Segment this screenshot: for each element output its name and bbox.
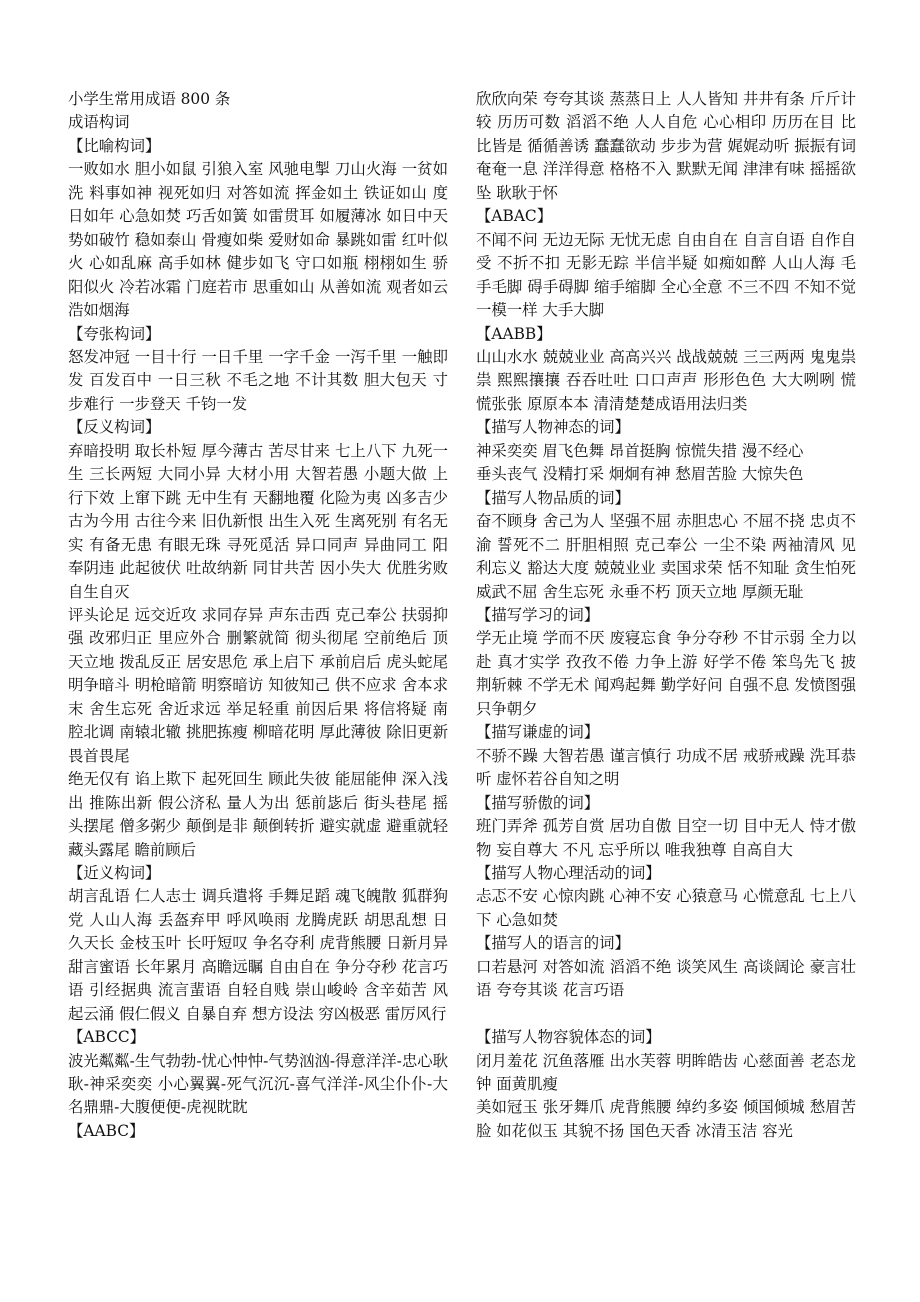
right-section-heading: 【描写谦虚的词】 <box>476 723 600 742</box>
right-paragraph: 班门弄斧 孤芳自赏 居功自傲 目空一切 目中无人 恃才傲物 妄自尊大 不凡 忘乎所以 唯我独尊 自高自大 <box>476 817 856 859</box>
right-paragraph: 神采奕奕 眉飞色舞 昂首挺胸 惊慌失措 漫不经心 <box>476 441 804 460</box>
right-paragraph: 口若悬河 对答如流 滔滔不绝 谈笑风生 高谈阔论 豪言壮语 夸夸其谈 花言巧语 <box>476 957 856 1000</box>
left-paragraph: 小学生常用成语 800 条 <box>68 90 231 108</box>
left-section-heading: 【夸张构词】 <box>68 324 161 343</box>
right-paragraph: 美如冠玉 张牙舞爪 虎背熊腰 绰约多姿 倾国倾城 愁眉苦脸 如花似玉 其貌不扬 国色天香 冰清玉洁 容光 <box>476 1098 856 1140</box>
left-paragraph: 怒发冲冠 一目十行 一日千里 一字千金 一泻千里 一触即发 百发百中 一日三秋 不毛之地 不计其数 胆大包天 寸步难行 一步登天 千钧一发 <box>68 347 448 413</box>
right-section-heading: 【描写人的语言的词】 <box>476 934 630 953</box>
left-paragraph: 胡言乱语 仁人志士 调兵遣将 手舞足蹈 魂飞魄散 狐群狗党 人山人海 丢盔弃甲 呼风唤雨 龙腾虎跃 胡思乱想 日久天长 金枝玉叶 长吁短叹 争名夺利 虎背熊腰 日新月异 甜言蜜语 长年累月 高瞻远瞩 自由自在 争分夺秒 花言巧语 引经据典 流言蜚语 自轻自贱 崇山峻岭 含辛茹苦 风起云涌 假仁假义 自暴自弃 想方设法 穷凶极恶 雷厉风行 <box>68 887 448 1023</box>
right-paragraph: 学无止境 学而不厌 废寝忘食 争分夺秒 不甘示弱 全力以赴 真才实学 孜孜不倦 力争上游 好学不倦 笨鸟先飞 披荆斩棘 不学无术 闻鸡起舞 勤学好问 自强不息 发愤图强 只争朝夕 <box>476 629 856 718</box>
right-paragraph: 不骄不躁 大智若愚 谨言慎行 功成不居 戒骄戒躁 洗耳恭听 虚怀若谷自知之明 <box>476 746 856 789</box>
left-paragraph: 评头论足 远交近攻 求同存异 声东击西 克己奉公 扶弱抑强 改邪归正 里应外合 删繁就简 彻头彻尾 空前绝后 顶天立地 拨乱反正 居安思危 承上启下 承前启后 虎头蛇尾 明争暗斗 明枪暗箭 明察暗访 知彼知己 供不应求 舍本求末 舍生忘死 舍近求远 举足轻重 前因后果 将信将疑 南腔北调 南辕北辙 挑肥拣瘦 柳暗花明 厚此薄彼 除旧更新 畏首畏尾 <box>68 605 448 765</box>
right-section-heading: 【描写学习的词】 <box>476 605 600 624</box>
left-column <box>68 88 448 1143</box>
right-section-heading: 【描写人物容貌体态的词】 <box>476 1028 661 1047</box>
right-paragraph: 欣欣向荣 夸夸其谈 蒸蒸日上 人人皆知 井井有条 斤斤计较 历历可数 滔滔不绝 人人自危 心心相印 历历在目 比比皆是 循循善诱 蠢蠢欲动 步步为营 娓娓动听 振振有词 奄奄一息 洋洋得意 格格不入 默默无闻 津津有味 摇摇欲坠 耿耿于怀 <box>476 90 856 202</box>
left-section-heading: 【比喻构词】 <box>68 136 161 155</box>
right-section-heading: 【描写人物心理活动的词】 <box>476 863 661 882</box>
left-section-heading: 【近义构词】 <box>68 863 161 882</box>
right-section-heading: 【描写骄傲的词】 <box>476 793 600 812</box>
right-column <box>476 88 856 1143</box>
right-section-heading: 【描写人物神态的词】 <box>476 418 630 437</box>
left-paragraph: 成语构词 <box>68 113 130 132</box>
left-section-heading: 【AABC】 <box>68 1121 145 1140</box>
left-paragraph: 波光粼粼-生气勃勃-忧心忡忡-气势汹汹-得意洋洋-忠心耿耿-神采奕奕 小心翼翼-死气沉沉-喜气洋洋-风尘仆仆-大名鼎鼎-大腹便便-虎视眈眈 <box>68 1051 448 1117</box>
right-section-heading: 【描写人物品质的词】 <box>476 488 630 507</box>
left-section-heading: 【ABCC】 <box>68 1028 146 1047</box>
right-paragraph: 奋不顾身 舍己为人 坚强不屈 赤胆忠心 不屈不挠 忠贞不渝 誓死不二 肝胆相照 克己奉公 一尘不染 两袖清风 见利忘义 豁达大度 兢兢业业 卖国求荣 恬不知耻 贪生怕死 威武不屈 舍生忘死 永垂不朽 顶天立地 厚颜无耻 <box>476 512 856 601</box>
right-paragraph: 垂头丧气 没精打采 炯炯有神 愁眉苦脸 大惊失色 <box>476 465 804 484</box>
left-section-heading: 【反义构词】 <box>68 418 161 437</box>
left-paragraph: 绝无仅有 谄上欺下 起死回生 顾此失彼 能屈能伸 深入浅出 推陈出新 假公济私 量人为出 惩前毖后 街头巷尾 摇头摆尾 僧多粥少 颠倒是非 颠倒转折 避实就虚 避重就轻 藏头露尾 瞻前顾后 <box>68 770 448 859</box>
right-paragraph: 不闻不问 无边无际 无忧无虑 自由自在 自言自语 自作自受 不折不扣 无影无踪 半信半疑 如痴如醉 人山人海 毛手毛脚 碍手碍脚 缩手缩脚 全心全意 不三不四 不知不觉 一模一样 大手大脚 <box>476 230 856 320</box>
right-paragraph: 闭月羞花 沉鱼落雁 出水芙蓉 明眸皓齿 心慈面善 老态龙钟 面黄肌瘦 <box>476 1051 856 1094</box>
left-paragraph: 弃暗投明 取长朴短 厚今薄古 苦尽甘来 七上八下 九死一生 三长两短 大同小异 大材小用 大智若愚 小题大做 上行下效 上窜下跳 无中生有 天翻地覆 化险为夷 凶多吉少 古为今用 古往今来 旧仇新恨 出生入死 生离死别 有名无实 有备无患 有眼无珠 寻死觅活 异口同声 异曲同工 阳奉阴违 此起彼伏 吐故纳新 同甘共苦 因小失大 优胜劣败 自生自灭 <box>68 441 448 601</box>
right-paragraph: 忐忑不安 心惊肉跳 心神不安 心猿意马 心慌意乱 七上八下 心急如焚 <box>476 887 856 929</box>
right-section-heading: 【ABAC】 <box>476 207 553 226</box>
right-section-heading: 【AABB】 <box>476 324 552 343</box>
left-paragraph: 一败如水 胆小如鼠 引狼入室 风驰电掣 刀山火海 一贫如洗 料事如神 视死如归 对答如流 挥金如土 铁证如山 度日如年 心急如焚 巧舌如簧 如雷贯耳 如履薄冰 如日中天 势如破竹 稳如泰山 骨瘦如柴 爱财如命 暴跳如雷 红叶似火 心如乱麻 高手如林 健步如飞 守口如瓶 栩栩如生 骄阳似火 冷若冰霜 门庭若市 思重如山 从善如流 观者如云 浩如烟海 <box>68 160 448 320</box>
right-paragraph: 山山水水 兢兢业业 高高兴兴 战战兢兢 三三两两 鬼鬼祟祟 熙熙攘攘 吞吞吐吐 口口声声 形形色色 大大咧咧 慌慌张张 原原本本 清清楚楚成语用法归类 <box>476 347 856 413</box>
